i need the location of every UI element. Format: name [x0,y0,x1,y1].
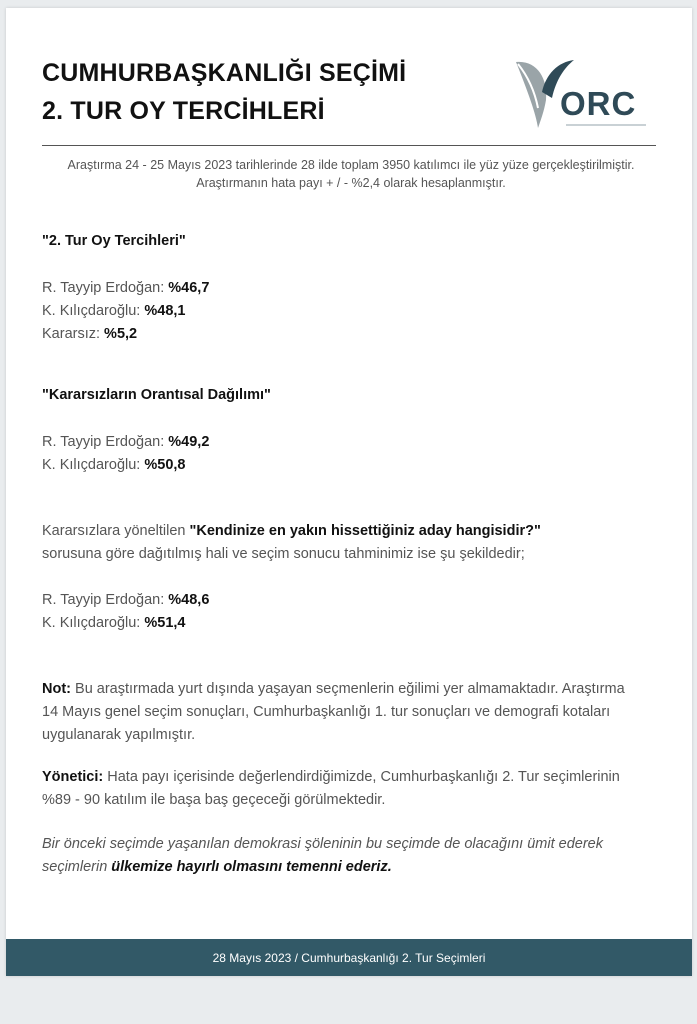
result-row: K. Kılıçdaroğlu: %48,1 [42,303,186,319]
question-text: "Kendinize en yakın hissettiğiniz aday hangisidir?" [189,523,541,539]
result-row: R. Tayyip Erdoğan: %48,6 [42,592,210,608]
title-line-1: CUMHURBAŞKANLIĞI SEÇİMİ [42,59,407,87]
section-kararsiz [42,384,642,477]
footer-bar: 28 Mayıs 2023 / Cumhurbaşkanlığı 2. Tur Seçimleri [6,939,692,976]
logo-text: ORC [560,85,637,122]
result-row: K. Kılıçdaroğlu: %50,8 [42,457,186,473]
document-page [6,8,692,976]
manager-label: Yönetici: [42,769,104,785]
page-title [42,54,406,130]
section-tur-oy [42,230,642,346]
header-divider [42,145,656,146]
result-row: K. Kılıçdaroğlu: %51,4 [42,615,186,631]
closing-paragraph: Bir önceki seçimde yaşanılan demokrasi şöleninin bu seçimde de olacağını ümit ederek seçimlerin ülkemize hayırlı olmasını temenni ederiz. [42,836,603,875]
result-row: R. Tayyip Erdoğan: %46,7 [42,280,210,296]
section-tahmin [42,520,642,635]
logo-tagline [566,124,646,126]
question-paragraph: Kararsızlara yöneltilen "Kendinize en yakın hissettiğiniz aday hangisidir?" sorusuna göre dağıtılmış hali ve seçim sonucu tahminimiz ise şu şekildedir; [42,523,541,562]
result-row: R. Tayyip Erdoğan: %49,2 [42,434,210,450]
note-label: Not: [42,681,71,697]
intro-text: Araştırma 24 - 25 Mayıs 2023 tarihlerinde 28 ilde toplam 3950 katılımcı ile yüz yüze gerçekleştirilmiştir. Araştırmanın hata payı + / - %2,4 olarak hesaplanmıştır. [67,158,635,190]
title-line-2: 2. TUR OY TERCİHLERİ [42,97,325,125]
manager-paragraph: Yönetici: Hata payı içerisinde değerlendirdiğimizde, Cumhurbaşkanlığı 2. Tur seçimlerinin %89 - 90 katılım ile başa baş geçeceği görülmektedir. [42,769,620,808]
section-title: "Kararsızların Orantısal Dağılımı" [42,387,271,403]
result-row: Kararsız: %5,2 [42,326,138,342]
orc-logo [506,52,646,132]
section-title: "2. Tur Oy Tercihleri" [42,233,186,249]
note-paragraph: Not: Bu araştırmada yurt dışında yaşayan seçmenlerin eğilimi yer almamaktadır. Araştırma 14 Mayıs genel seçim sonuçları, Cumhurbaşkanlığı 1. tur sonuçları ve demografi kotaları uygulanarak yapılmıştır. [42,681,625,743]
